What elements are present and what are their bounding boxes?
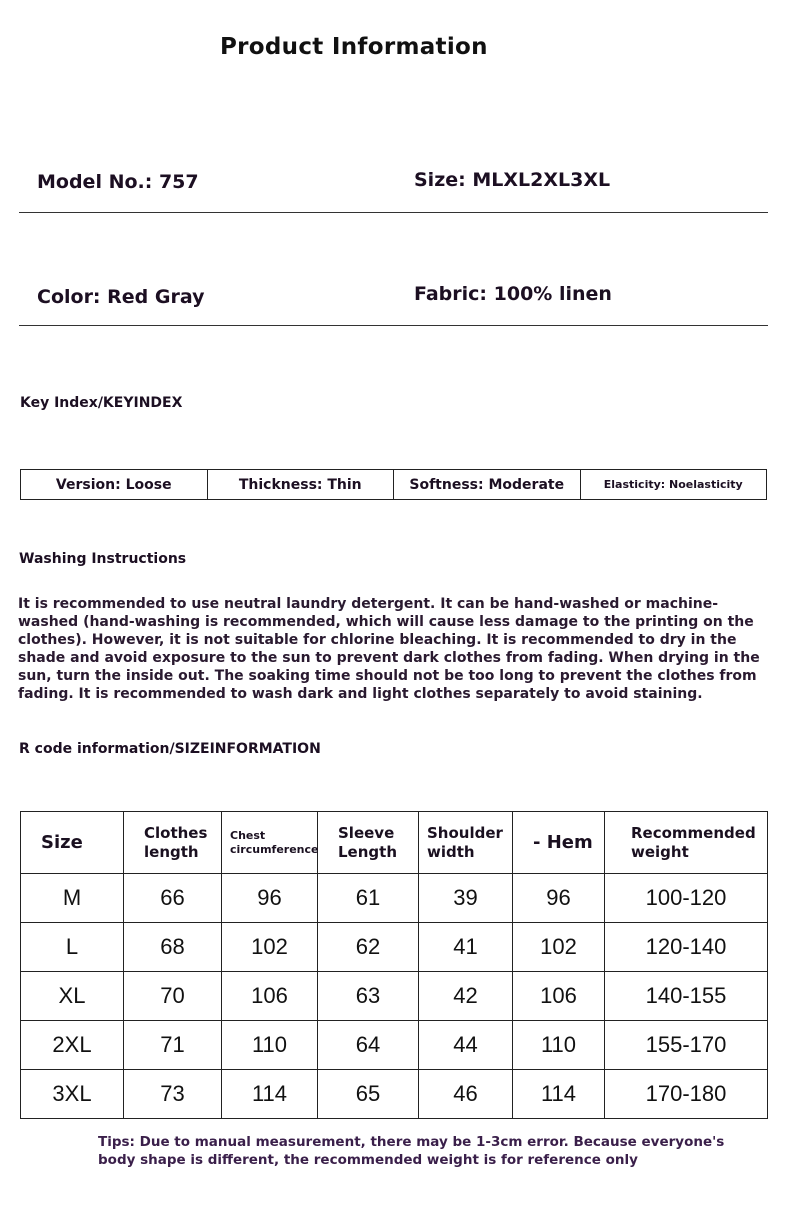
table-cell: 73 [124,1070,222,1119]
table-cell: 120-140 [605,923,768,972]
table-cell: 63 [318,972,419,1021]
table-cell: 96 [513,874,605,923]
table-cell: 2XL [21,1021,124,1070]
table-cell: 96 [222,874,318,923]
divider [19,212,768,213]
washing-instructions: It is recommended to use neutral laundry detergent. It can be hand-washed or machine-washed (hand-washing is recommended, which will cause less damage to the printing on the clothes). However, it is not suitable for chlorine bleaching. It is recommended to dry in the shade and avoid exposure to the sun to prevent dark clothes from fading. When drying in the sun, turn the inside out. The soaking time should not be too long to prevent the clothes from fading. It is recommended to wash dark and light clothes separately to avoid staining. [18,596,760,702]
key-index-table [20,469,767,500]
model-number: Model No.: 757 [37,171,199,193]
table-cell: 155-170 [605,1021,768,1070]
table-cell: 39 [419,874,513,923]
table-cell: 41 [419,923,513,972]
table-cell: M [21,874,124,923]
table-cell: 66 [124,874,222,923]
table-cell: 71 [124,1021,222,1070]
table-cell: L [21,923,124,972]
table-row [21,1021,768,1070]
column-header: Size [21,812,124,874]
column-header: Sleeve Length [318,812,419,874]
key-index-softness: Softness: Moderate [394,470,581,499]
table-cell: 46 [419,1070,513,1119]
table-cell: 3XL [21,1070,124,1119]
table-row [21,874,768,923]
tips-note: Tips: Due to manual measurement, there may be 1-3cm error. Because everyone's body shape is different, the recommended weight is for reference only [98,1134,725,1168]
size-list: Size: MLXL2XL3XL [414,169,611,191]
column-header: Shoulder width [419,812,513,874]
table-cell: 61 [318,874,419,923]
table-cell: 62 [318,923,419,972]
table-cell: 44 [419,1021,513,1070]
table-cell: 114 [513,1070,605,1119]
table-cell: 68 [124,923,222,972]
key-index-elasticity: Elasticity: Noelasticity [603,478,743,491]
color-info: Color: Red Gray [37,286,205,308]
key-index-heading: Key Index/KEYINDEX [20,395,183,411]
column-header: Chest circumference [222,812,318,874]
table-cell: 110 [513,1021,605,1070]
table-cell: XL [21,972,124,1021]
table-cell: 64 [318,1021,419,1070]
column-header: Recommended weight [605,812,768,874]
size-info-heading: R code information/SIZEINFORMATION [19,741,321,757]
table-cell: 140-155 [605,972,768,1021]
table-row [21,1070,768,1119]
key-index-thickness: Thickness: Thin [208,470,395,499]
washing-heading: Washing Instructions [19,551,187,567]
fabric-info: Fabric: 100% linen [414,283,612,305]
divider [19,325,768,326]
table-cell: 70 [124,972,222,1021]
table-cell: 114 [222,1070,318,1119]
table-row [21,923,768,972]
table-cell: 100-120 [605,874,768,923]
table-cell: 106 [222,972,318,1021]
key-index-version: Version: Loose [21,470,208,499]
table-cell: 106 [513,972,605,1021]
page-title: Product Information [220,34,488,60]
table-cell: 65 [318,1070,419,1119]
table-cell: 110 [222,1021,318,1070]
column-header: Clothes length [124,812,222,874]
size-table-header [21,812,768,874]
column-header: - Hem [513,812,605,874]
table-cell: 170-180 [605,1070,768,1119]
table-cell: 102 [222,923,318,972]
table-cell: 102 [513,923,605,972]
table-row [21,972,768,1021]
table-cell: 42 [419,972,513,1021]
size-table [20,811,768,1119]
